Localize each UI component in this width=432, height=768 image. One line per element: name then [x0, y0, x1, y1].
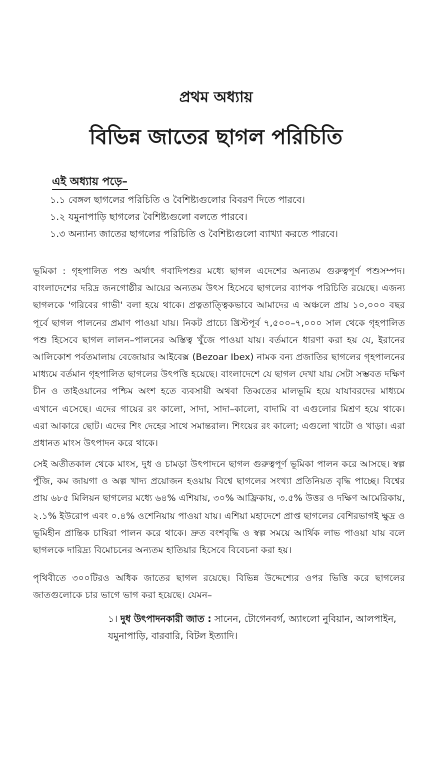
chapter-title: বিভিন্ন জাতের ছাগল পরিচিতি [89, 125, 343, 149]
objective-item: ১.২ যমুনাপাড়ি ছাগলের বৈশিষ্ট্যগুলো বলতে পারবে। [50, 212, 248, 223]
breed-type-text: সানেন, টোগেনবর্গ, অ্যাংলো নুবিয়ান, আলপাইন, যমুনাপাড়ি, বারবারি, বিটল ইত্যাদি। [108, 614, 397, 642]
body-paragraph-2: সেই অতীতকাল থেকে মাংস, দুধ ও চামড়া উৎপাদনে ছাগল গুরুত্বপূর্ণ ভূমিকা পালন করে আসছে। স্বল্প পুঁজি, কম জায়গা ও অল্প খাদ্য প্রয়োজন হওয়ায় বিশ্বে ছাগলের সংখ্যা প্রতিনিয়ত বৃদ্ধি পাচ্ছে। বিশ্বের প্রায় ৬৮৫ মিলিয়ন ছাগলের মধ্যে ৬৪% এশিয়ায়, ৩০% আফ্রিকায়, ৩.৫% উত্তর ও দক্ষিণ আমেরিকায়, ২.১% ইউরোপ এবং ০.৪% ওশেনিয়ায় পাওয়া যায়। এশিয়া মহাদেশে প্রাপ্ত ছাগলের বেশিরভাগই ক্ষুদ্র ও ভূমিহীন প্রান্তিক চাষিরা পালন করে থাকে। দ্রুত বংশবৃদ্ধি ও স্বল্প সময়ে আর্থিক লাভ পাওয়া যায় বলে ছাগলকে দারিদ্র্য বিমোচনের অন্যতম হাতিয়ার হিসেবে বিবেচনা করা হয়। [33, 459, 405, 557]
breed-type-item [108, 611, 408, 645]
body-paragraph-3: পৃথিবীতে ৩০০টিরও অধিক জাতের ছাগল রয়েছে। বিভিন্ন উদ্দেশ্যের ওপর ভিত্তি করে ছাগলের জাতগুলোকে চার ভাগে ভাগ করা হয়েছে। যেমন– [33, 573, 405, 602]
objective-item: ১.১ বেঙ্গল ছাগলের পরিচিতি ও বৈশিষ্ট্যগুলোর বিবরণ দিতে পারবে। [50, 195, 306, 206]
objective-item: ১.৩ অন্যান্য জাতের ছাগলের পরিচিতি ও বৈশিষ্ট্যগুলো ব্যাখ্যা করতে পারবে। [50, 229, 339, 240]
chapter-number: প্রথম অধ্যায় [179, 88, 253, 106]
objectives-list [50, 192, 420, 243]
intro-paragraph: ভূমিকা : গৃহপালিত পশু অর্থাৎ গবাদিপশুর মধ্যে ছাগল এদেশের অন্যতম গুরুত্বপূর্ণ পশুসম্পদ। বাংলাদেশের দরিদ্র জনগোষ্ঠীর আয়ের অন্যতম উৎস হিসেবে ছাগলের ব্যাপক পরিচিতি রয়েছে। এজন্য ছাগলকে 'গরিবের গাভী' বলা হয়ে থাকে। প্রত্নতাত্ত্বিকভাবে আমাদের এ অঞ্চলে প্রায় ১০,০০০ বছর পূর্বে ছাগল পালনের প্রমাণ পাওয়া যায়। নিকট প্রাচ্যে খ্রিস্টপূর্ব ৭,৫০০–৭,০০০ সাল থেকে গৃহপালিত পশু হিসেবে ছাগল লালন–পালনের অস্তিত্ব খুঁজে পাওয়া যায়। বর্তমানে ধারণা করা হয় যে, ইরানের আলিকোশ পর্বতমালায় বেজোয়ার আইবেক্স (Bezoar Ibex) নামক বন্য প্রজাতির ছাগলের গৃহপালনের মাধ্যমে বর্তমান গৃহপালিত ছাগলের উৎপত্তি হয়েছে। বাংলাদেশে যে ছাগল দেখা যায় সেটা সম্ভবত দক্ষিণ চীন ও তাইওয়ানের পশ্চিম অংশ হতে ব্যবসায়ী অথবা তিব্বতের মালভূমি হয়ে যাযাবরদের মাধ্যমে এখানে এসেছে। এদের গায়ের রং কালো, সাদা, সাদা–কালো, বাদামি বা এগুলোর মিশ্রণ হয়ে থাকে। এরা আকারে ছোট। এদের শিং দেহের সাথে সমান্তরাল। শিংয়ের রং কালো; এগুলো খাটো ও খাড়া। এরা প্রধানত মাংস উৎপাদন করে থাকে। [33, 266, 405, 450]
breed-type-label: দুধ উৎপাদনকারী জাত : [120, 614, 212, 625]
objectives-heading: এই অধ্যায় পড়ে– [52, 175, 128, 188]
breed-type-number: ১। [108, 614, 118, 625]
